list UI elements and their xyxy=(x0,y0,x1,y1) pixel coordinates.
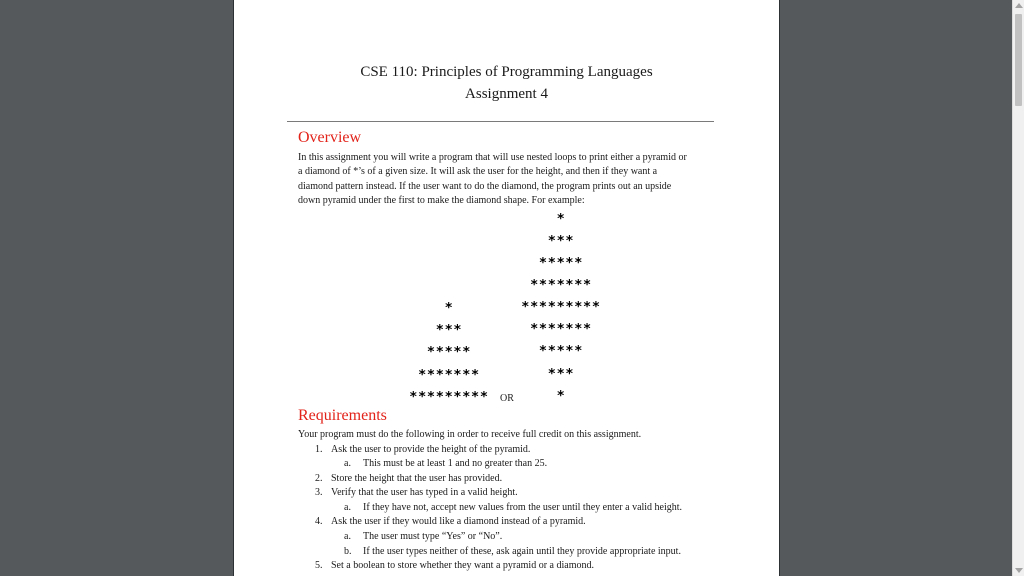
scrollbar-thumb[interactable] xyxy=(1015,14,1022,106)
pyramid-row: ***** xyxy=(426,344,472,360)
pyramid-row: ******* xyxy=(418,367,480,383)
scroll-up-arrow-icon[interactable] xyxy=(1015,3,1023,8)
list-item: Ask the user if they would like a diamond instead of a pyramid. xyxy=(331,516,586,527)
title-divider xyxy=(287,121,714,122)
document-title: CSE 110: Principles of Programming Languages xyxy=(360,64,653,80)
diamond-row: ********* xyxy=(521,299,601,315)
document-subtitle: Assignment 4 xyxy=(465,86,548,102)
overview-line-1: In this assignment you will write a program that will use nested loops to print either a pyramid or xyxy=(298,152,687,163)
list-item-marker: 5. xyxy=(315,560,323,571)
list-item: Ask the user to provide the height of the pyramid. xyxy=(331,444,531,455)
pyramid-row: *** xyxy=(435,322,463,338)
diamond-row: ***** xyxy=(538,343,584,359)
list-item: This must be at least 1 and no greater than 25. xyxy=(363,458,548,469)
overview-line-2: a diamond of *’s of a given size. It will ask the user for the height, and then if they want a xyxy=(298,166,658,177)
diamond-row: ***** xyxy=(538,255,584,271)
diamond-row: * xyxy=(556,211,566,227)
requirements-intro: Your program must do the following in order to receive full credit on this assignment. xyxy=(298,429,642,440)
list-item: Set a boolean to store whether they want a pyramid or a diamond. xyxy=(331,560,594,571)
list-item: If the user types neither of these, ask again until they provide appropriate input. xyxy=(363,546,681,557)
pyramid-row: ********* xyxy=(409,389,489,405)
list-item-marker: 1. xyxy=(315,444,323,455)
overview-line-3: diamond pattern instead. If the user want to do the diamond, the program prints out an upside xyxy=(298,181,672,192)
pyramid-row: * xyxy=(444,300,454,316)
diamond-row: *** xyxy=(547,366,575,382)
list-item-marker: 2. xyxy=(315,473,323,484)
overview-line-4: down pyramid under the first to make the diamond shape. For example: xyxy=(298,195,585,206)
diamond-row: * xyxy=(556,388,566,404)
list-item-marker: 4. xyxy=(315,516,323,527)
list-item-marker: b. xyxy=(344,546,352,557)
diamond-row: ******* xyxy=(530,321,592,337)
requirements-heading: Requirements xyxy=(298,407,387,424)
list-item-marker: a. xyxy=(344,502,351,513)
overview-heading: Overview xyxy=(298,129,362,146)
list-item: Store the height that the user has provided. xyxy=(331,473,503,484)
list-item-marker: a. xyxy=(344,458,351,469)
list-item: Verify that the user has typed in a valid height. xyxy=(331,487,518,498)
list-item: If they have not, accept new values from the user until they enter a valid height. xyxy=(363,502,683,513)
list-item-marker: a. xyxy=(344,531,351,542)
list-item-marker: 3. xyxy=(315,487,323,498)
list-item: The user must type “Yes” or “No”. xyxy=(363,531,503,542)
document-page xyxy=(233,0,780,576)
diamond-row: ******* xyxy=(530,277,592,293)
or-label: OR xyxy=(500,393,514,404)
scroll-down-arrow-icon[interactable] xyxy=(1015,568,1023,573)
diamond-row: *** xyxy=(547,233,575,249)
vertical-scrollbar[interactable] xyxy=(1012,0,1024,576)
